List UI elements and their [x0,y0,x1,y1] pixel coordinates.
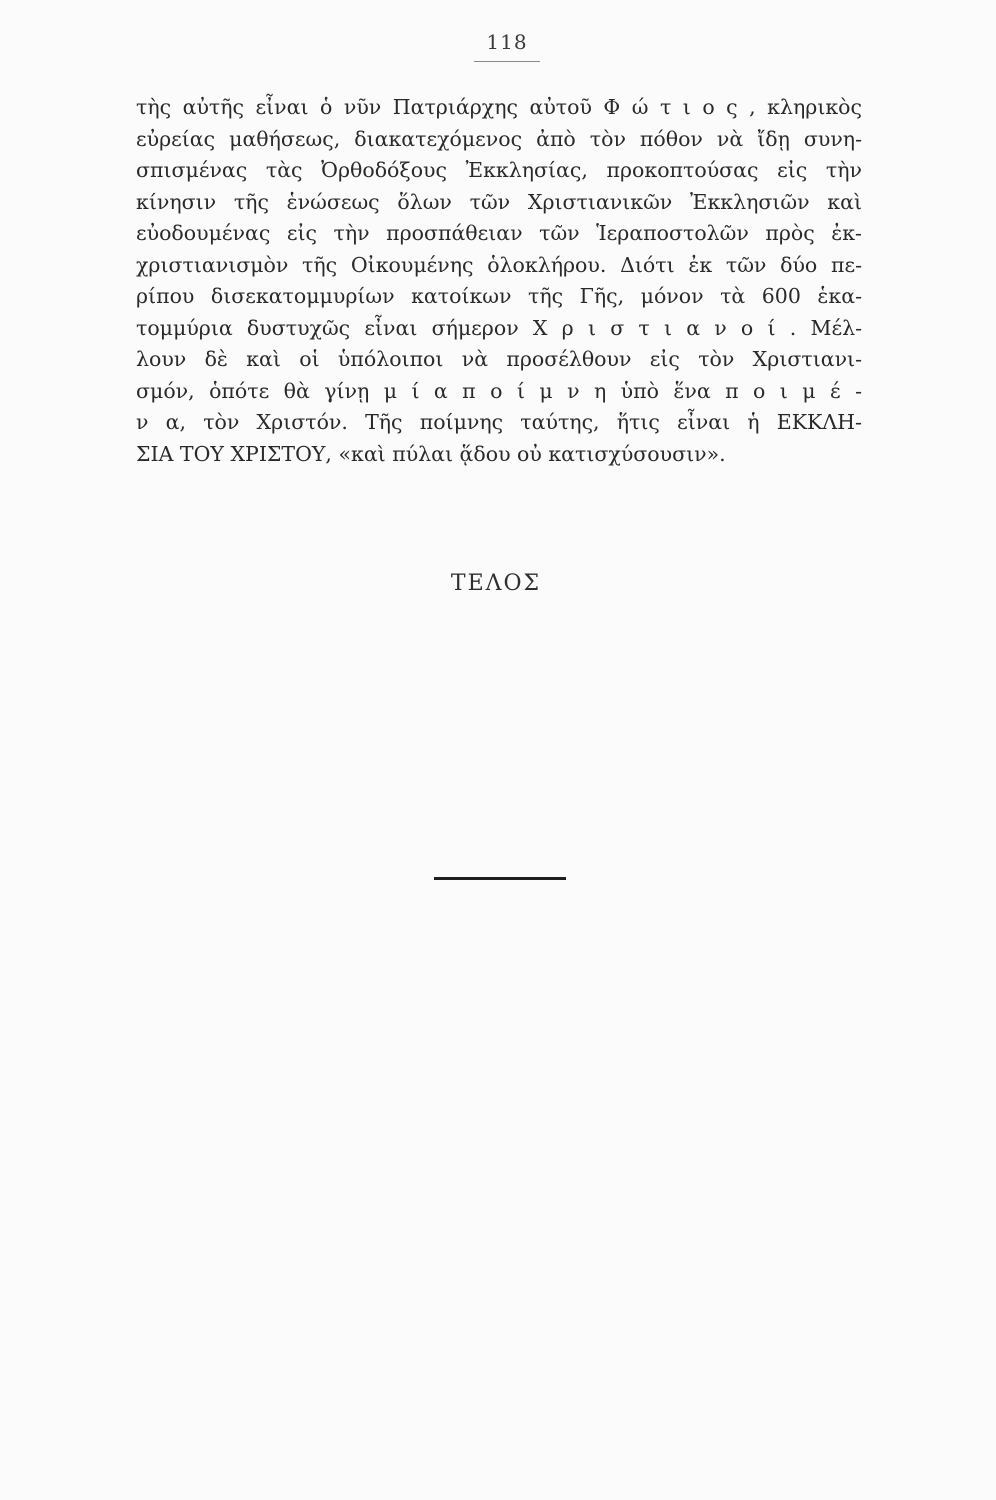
closing-rule [434,877,566,880]
text-line: σπισμένας τὰς Ὀρθοδόξους Ἐκκλησίας, προκοπτούσας εἰς τὴν [136,158,862,182]
page-number-rule [474,61,540,62]
text-line: κίνησιν τῆς ἑνώσεως ὅλων τῶν Χριστιανικῶν Ἐκκλησιῶν καὶ [136,189,862,214]
text-line: χριστιανισμὸν τῆς Οἰκουμένης ὁλοκλήρου. Διότι ἐκ τῶν δύο πε- [136,252,862,277]
text-line: ΣΙΑ ΤΟΥ ΧΡΙΣΤΟΥ, «καὶ πύλαι ᾅδου οὐ κατισχύσουσιν». [136,441,726,466]
text-line: εὐρείας μαθήσεως, διακατεχόμενος ἀπὸ τὸν πόθον νὰ ἴδῃ συνη- [136,126,862,151]
body-paragraph [136,92,862,470]
text-line: σμόν, ὁπότε θὰ γίνῃ μ ί α π ο ί μ ν η ὑπὸ ἕνα π ο ι μ έ - [136,378,862,403]
text-line: ρίπου δισεκατομμυρίων κατοίκων τῆς Γῆς, μόνον τὰ 600 ἑκα- [136,284,862,308]
text-line: τομμύρια δυστυχῶς εἶναι σήμερον Χ ρ ι σ τ ι α ν ο ί . Μέλ- [136,315,862,340]
text-line: λουν δὲ καὶ οἱ ὑπόλοιποι νὰ προσέλθουν εἰς τὸν Χριστιανι- [136,347,862,371]
page-number: 118 [486,30,528,54]
text-line: εὐοδουμένας εἰς τὴν προσπάθειαν τῶν Ἱεραποστολῶν πρὸς ἐκ- [136,221,862,245]
end-mark: ΤΕΛΟΣ [450,571,542,596]
text-line: ν α, τὸν Χριστόν. Τῆς ποίμνης ταύτης, ἥτις εἶναι ἡ ΕΚΚΛΗ- [136,410,862,434]
text-line: τὴς αὐτῆς εἶναι ὁ νῦν Πατριάρχης αὐτοῦ Φ ώ τ ι ο ς , κληρικὸς [136,95,862,119]
